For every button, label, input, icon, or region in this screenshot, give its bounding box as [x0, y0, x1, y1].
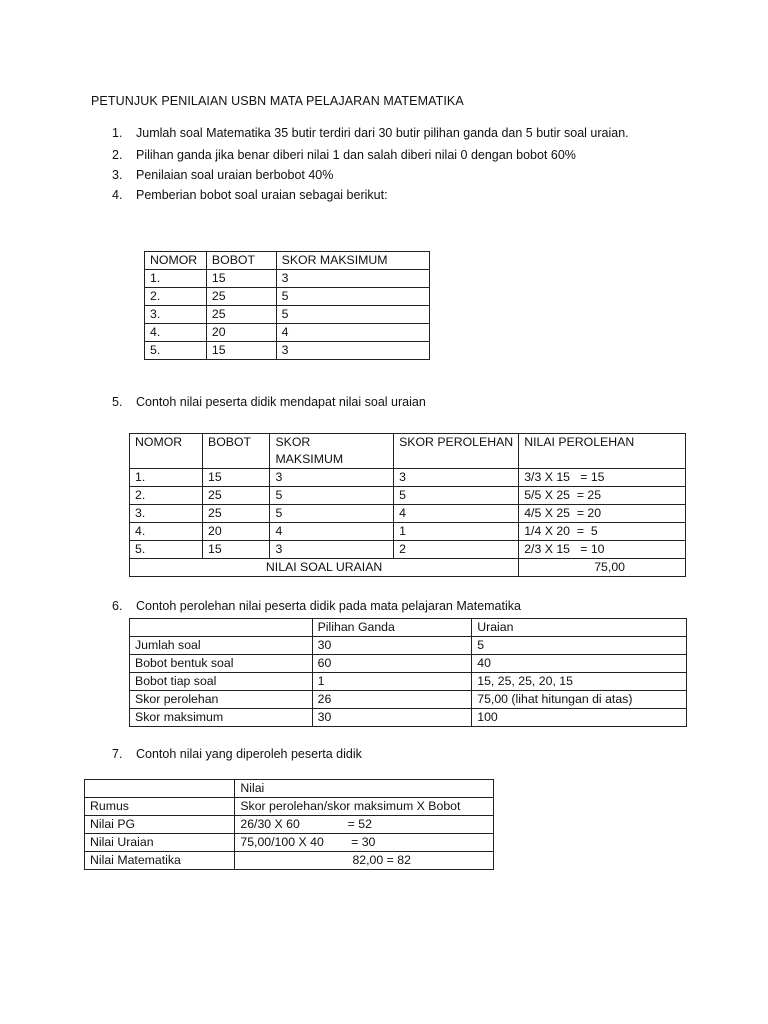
table-cell: 4/5 X 25 = 20 [519, 505, 686, 523]
table-cell: 60 [312, 655, 472, 673]
table-cell: 1. [130, 469, 203, 487]
table-header-row [130, 434, 686, 469]
table-cell: 20 [203, 523, 270, 541]
table-cell: Skor perolehan [130, 691, 313, 709]
table-cell: Nilai Uraian [85, 834, 235, 852]
bobot-table [144, 251, 430, 360]
table-cell: 3. [130, 505, 203, 523]
table-row [145, 306, 430, 324]
table-cell: 75,00 (lihat hitungan di atas) [472, 691, 687, 709]
header-cell: SKOR MAKSIMUM [276, 252, 429, 270]
list-text: Pilihan ganda jika benar diberi nilai 1 dan salah diberi nilai 0 dengan bobot 60% [136, 148, 576, 162]
table-cell: Nilai Matematika [85, 852, 235, 870]
list-number: 7. [112, 747, 123, 761]
table-cell: 3 [394, 469, 519, 487]
table-cell: Skor maksimum [130, 709, 313, 727]
table-cell: 5 [472, 637, 687, 655]
table-row [85, 798, 494, 816]
table-row [130, 709, 687, 727]
list-text: Contoh nilai yang diperoleh peserta didik [136, 747, 362, 761]
table-cell: 25 [206, 306, 276, 324]
table-cell: Skor perolehan/skor maksimum X Bobot [235, 798, 494, 816]
page-title: PETUNJUK PENILAIAN USBN MATA PELAJARAN MATEMATIKA [91, 94, 464, 108]
table-cell: 15 [206, 270, 276, 288]
table-cell: 4. [130, 523, 203, 541]
table-cell: Nilai PG [85, 816, 235, 834]
table-cell: 5. [145, 342, 207, 360]
table-header-row [85, 780, 494, 798]
table-cell: 4 [270, 523, 394, 541]
list-text: Pemberian bobot soal uraian sebagai berikut: [136, 188, 388, 202]
total-label: NILAI SOAL URAIAN [130, 559, 519, 577]
table-cell: 4 [394, 505, 519, 523]
header-cell: SKOR PEROLEHAN [394, 434, 519, 469]
perolehan-table [129, 618, 687, 727]
table-cell: 1 [394, 523, 519, 541]
table-cell: Bobot bentuk soal [130, 655, 313, 673]
header-cell: NOMOR [145, 252, 207, 270]
header-cell: NILAI PEROLEHAN [519, 434, 686, 469]
table-header-row [130, 619, 687, 637]
table-cell: 3/3 X 15 = 15 [519, 469, 686, 487]
table-cell: 3 [270, 469, 394, 487]
table-row [85, 852, 494, 870]
table-cell: 1/4 X 20 = 5 [519, 523, 686, 541]
list-text: Contoh perolehan nilai peserta didik pada mata pelajaran Matematika [136, 599, 521, 613]
table-row [130, 487, 686, 505]
table-row [85, 834, 494, 852]
table-row [130, 655, 687, 673]
table-row [85, 816, 494, 834]
table-cell: 2. [130, 487, 203, 505]
table-cell: 5 [394, 487, 519, 505]
table-row [145, 270, 430, 288]
table-cell: 15 [203, 541, 270, 559]
table-cell: 3 [276, 270, 429, 288]
table-cell: 5 [270, 505, 394, 523]
header-cell: Pilihan Ganda [312, 619, 472, 637]
table-cell: 5 [270, 487, 394, 505]
table-cell: 5 [276, 306, 429, 324]
header-cell [85, 780, 235, 798]
table-cell: 3. [145, 306, 207, 324]
table-cell: 15 [206, 342, 276, 360]
table-cell: 26 [312, 691, 472, 709]
table-cell: 4 [276, 324, 429, 342]
header-cell: BOBOT [203, 434, 270, 469]
table-cell: 25 [203, 487, 270, 505]
nilai-uraian-table [129, 433, 686, 577]
header-cell: NOMOR [130, 434, 203, 469]
table-cell: 2. [145, 288, 207, 306]
table-cell: 3 [276, 342, 429, 360]
list-text: Contoh nilai peserta didik mendapat nilai soal uraian [136, 395, 426, 409]
table-row [130, 673, 687, 691]
table-cell: 1 [312, 673, 472, 691]
table-cell: 26/30 X 60 = 52 [235, 816, 494, 834]
table-cell: 5 [276, 288, 429, 306]
list-number: 5. [112, 395, 123, 409]
table-header-row [145, 252, 430, 270]
table-cell: 82,00 = 82 [235, 852, 494, 870]
header-cell: Nilai [235, 780, 494, 798]
list-text: Jumlah soal Matematika 35 butir terdiri dari 30 butir pilihan ganda dan 5 butir soal uraian. [136, 126, 629, 140]
table-row [130, 523, 686, 541]
table-cell: 75,00/100 X 40 = 30 [235, 834, 494, 852]
table-cell: 2/3 X 15 = 10 [519, 541, 686, 559]
table-cell: 25 [203, 505, 270, 523]
table-row [145, 342, 430, 360]
table-row [130, 505, 686, 523]
table-row [145, 324, 430, 342]
table-cell: 3 [270, 541, 394, 559]
table-cell: 100 [472, 709, 687, 727]
table-row [130, 691, 687, 709]
table-total-row [130, 559, 686, 577]
table-cell: 2 [394, 541, 519, 559]
list-number: 2. [112, 148, 123, 162]
table-cell: 4. [145, 324, 207, 342]
table-cell: 1. [145, 270, 207, 288]
header-cell: SKOR MAKSIMUM [270, 434, 394, 469]
table-row [130, 541, 686, 559]
table-row [145, 288, 430, 306]
table-cell: 15 [203, 469, 270, 487]
header-cell: BOBOT [206, 252, 276, 270]
table-cell: Jumlah soal [130, 637, 313, 655]
table-row [130, 469, 686, 487]
table-cell: 5/5 X 25 = 25 [519, 487, 686, 505]
header-cell: Uraian [472, 619, 687, 637]
total-value: 75,00 [519, 559, 686, 577]
table-cell: 5. [130, 541, 203, 559]
table-row [130, 637, 687, 655]
list-text: Penilaian soal uraian berbobot 40% [136, 168, 334, 182]
list-number: 6. [112, 599, 123, 613]
list-number: 3. [112, 168, 123, 182]
nilai-akhir-table [84, 779, 494, 870]
table-cell: 40 [472, 655, 687, 673]
header-cell [130, 619, 313, 637]
table-cell: 30 [312, 709, 472, 727]
table-cell: Rumus [85, 798, 235, 816]
table-cell: Bobot tiap soal [130, 673, 313, 691]
table-cell: 15, 25, 25, 20, 15 [472, 673, 687, 691]
table-cell: 20 [206, 324, 276, 342]
table-cell: 25 [206, 288, 276, 306]
list-number: 4. [112, 188, 123, 202]
table-cell: 30 [312, 637, 472, 655]
list-number: 1. [112, 126, 123, 140]
